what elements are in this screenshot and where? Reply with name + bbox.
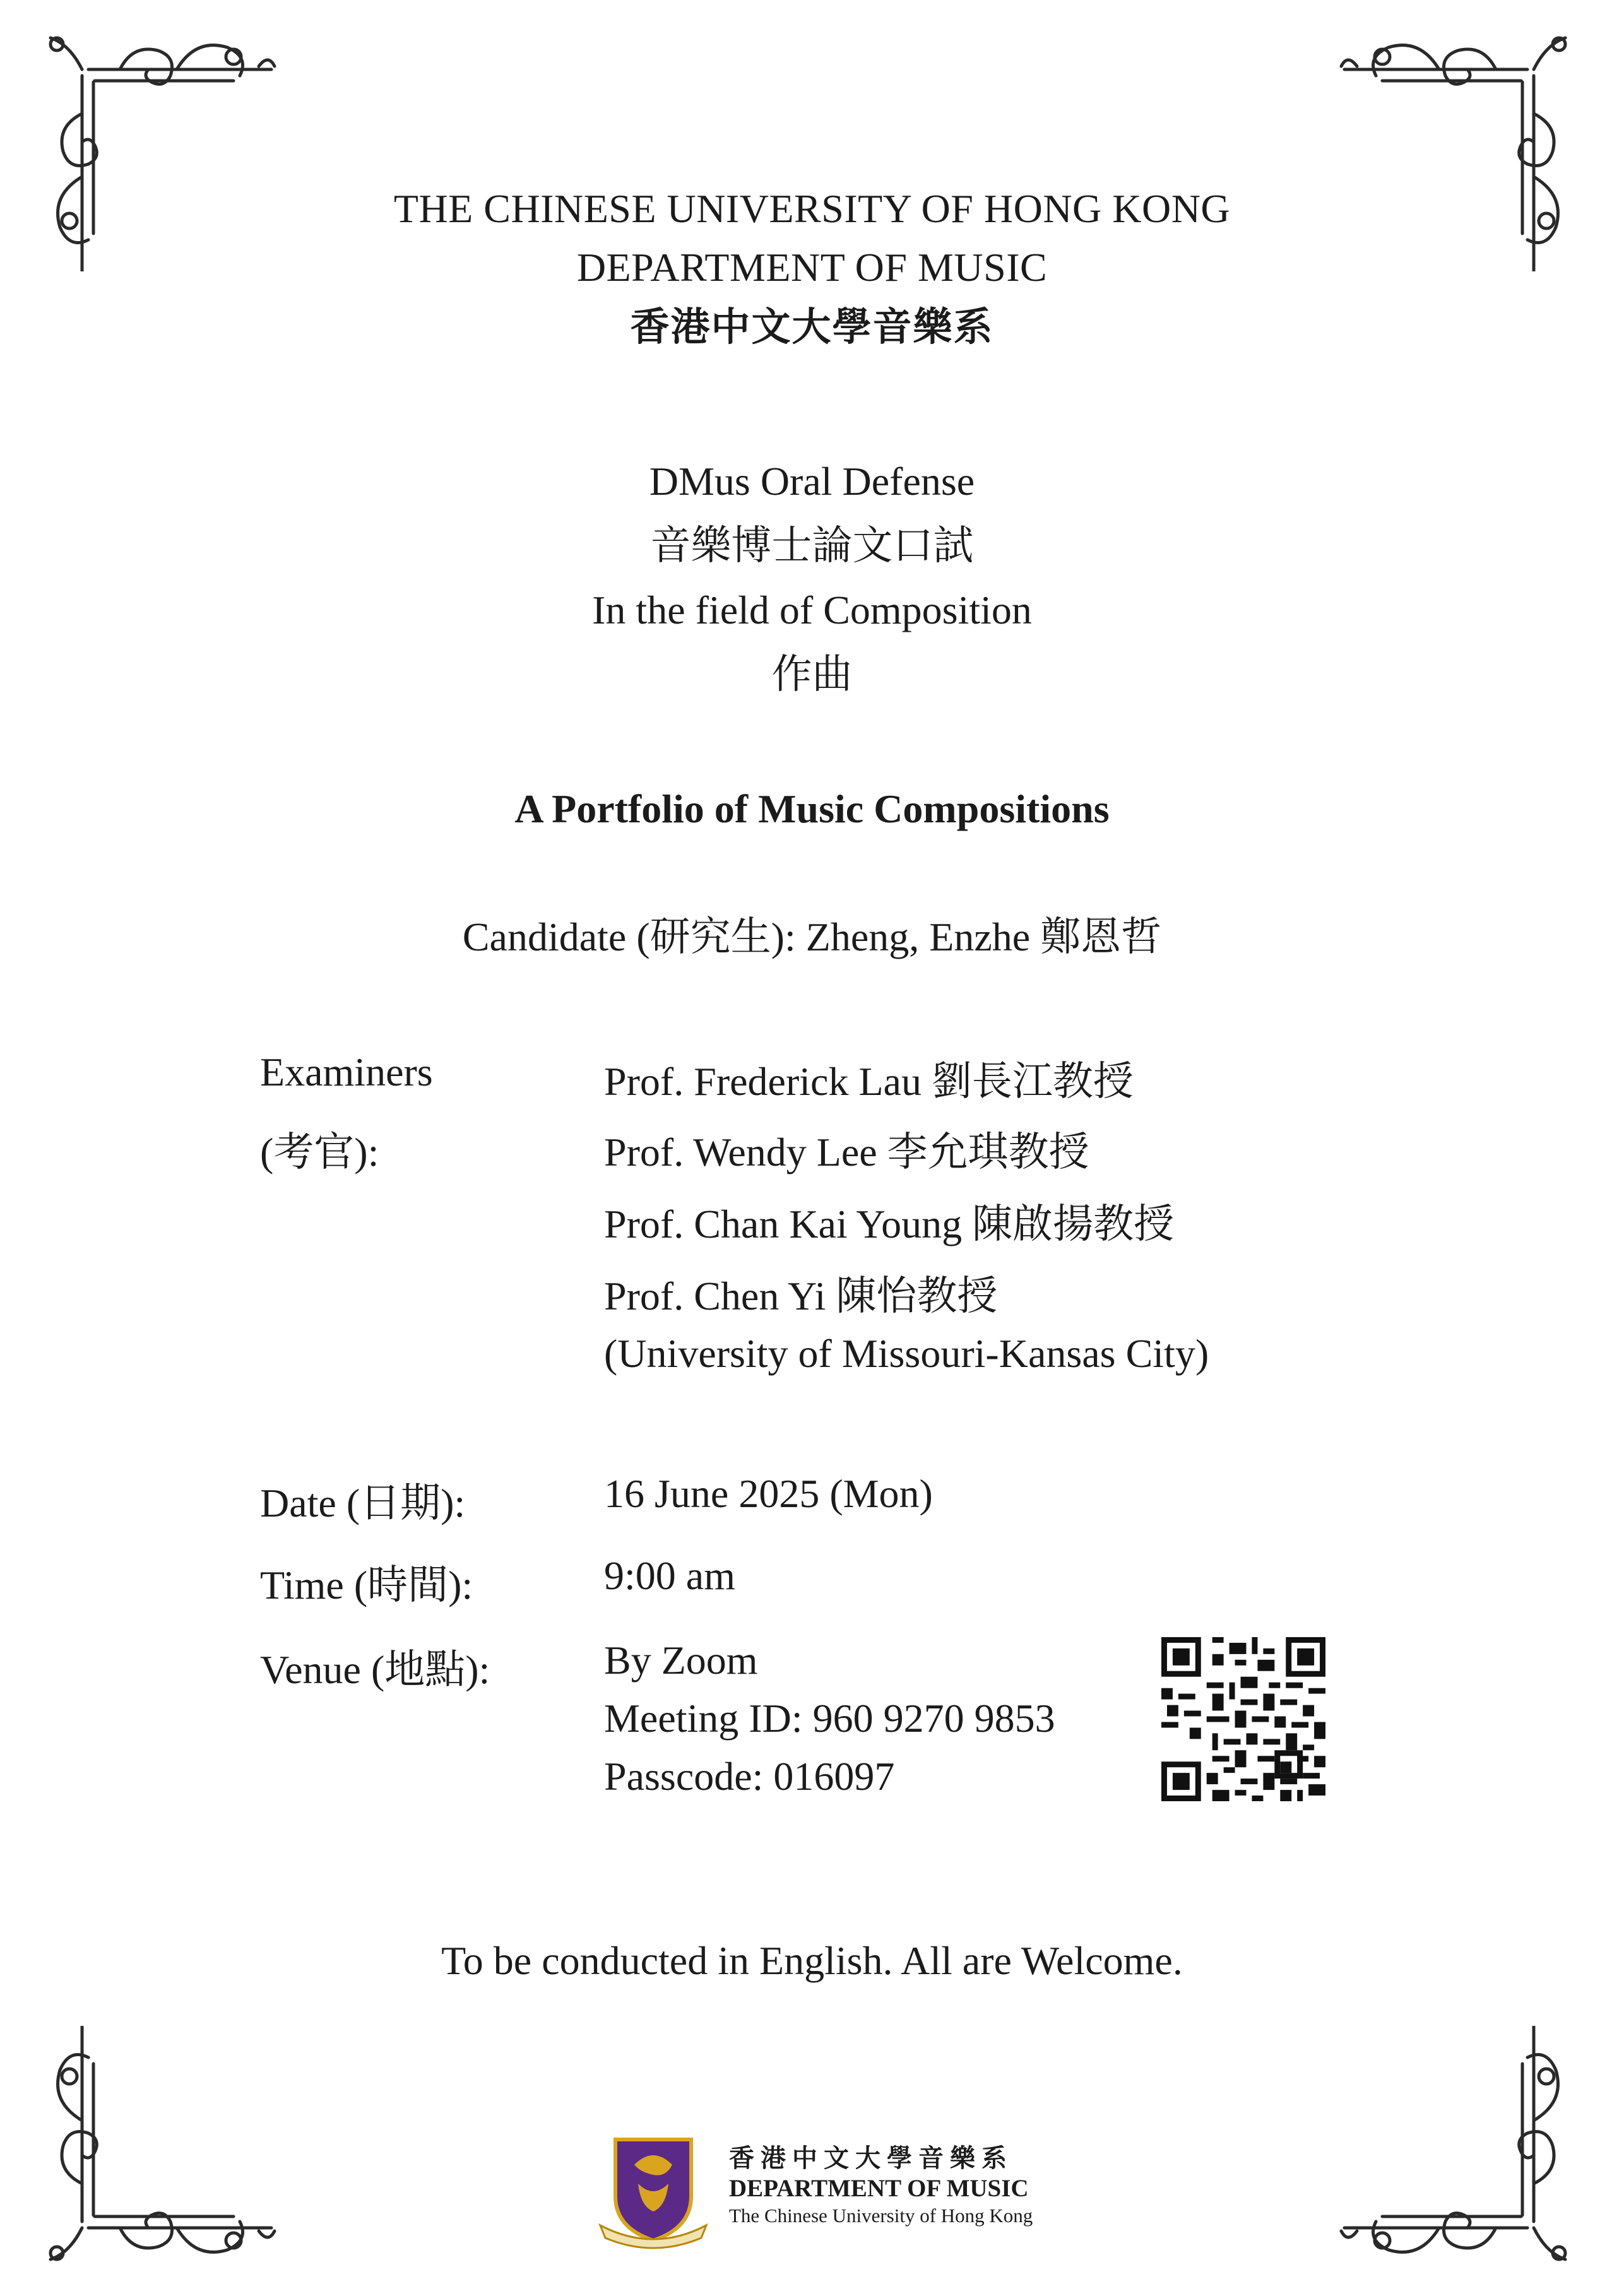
examiner-item: Prof. Chan Kai Young 陳啟揚教授 [604,1202,1175,1246]
examiner-item: Prof. Frederick Lau 劉長江教授 [604,1059,1134,1104]
department-name-chinese: 香港中文大學音樂系 [630,304,994,350]
corner-ornament-bottom-left [44,2026,278,2266]
examiners-label: Examiners [260,1050,433,1094]
closing-statement: To be conducted in English. All are Welcome. [441,1938,1183,1983]
footer-university: The Chinese University of Hong Kong [729,2204,1033,2227]
venue-line: By Zoom [604,1638,758,1683]
time-value: 9:00 am [604,1553,735,1598]
cuhk-crest-logo [590,2127,716,2253]
event-title-chinese: 音樂博士論文口試 [650,523,974,569]
event-field: In the field of Composition [592,588,1032,632]
date-value: 16 June 2025 (Mon) [604,1471,933,1516]
corner-ornament-bottom-right [1338,2026,1572,2266]
examiner-item: Prof. Chen Yi 陳怡教授 [604,1274,998,1318]
department-name: DEPARTMENT OF MUSIC [576,245,1048,290]
examiner-item: Prof. Wendy Lee 李允琪教授 [604,1130,1089,1175]
examiners-label-chinese: (考官): [260,1130,379,1175]
venue-label: Venue (地點): [260,1647,490,1692]
event-title: DMus Oral Defense [649,459,975,504]
zoom-qr-code[interactable] [1161,1637,1325,1801]
event-field-chinese: 作曲 [771,651,853,698]
footer-department-chinese: 香港中文大學音樂系 [729,2144,1013,2173]
meeting-id: Meeting ID: 960 9270 9853 [604,1696,1055,1741]
university-name: THE CHINESE UNIVERSITY OF HONG KONG [393,186,1231,231]
passcode: Passcode: 016097 [604,1754,895,1799]
footer-department: DEPARTMENT OF MUSIC [729,2175,1029,2202]
thesis-title: A Portfolio of Music Compositions [514,786,1110,831]
date-label: Date (日期): [260,1481,466,1525]
examiner-affiliation: (University of Missouri-Kansas City) [604,1331,1209,1376]
candidate-line: Candidate (研究生): Zheng, Enzhe 鄭恩哲 [462,914,1162,959]
time-label: Time (時間): [260,1563,473,1607]
